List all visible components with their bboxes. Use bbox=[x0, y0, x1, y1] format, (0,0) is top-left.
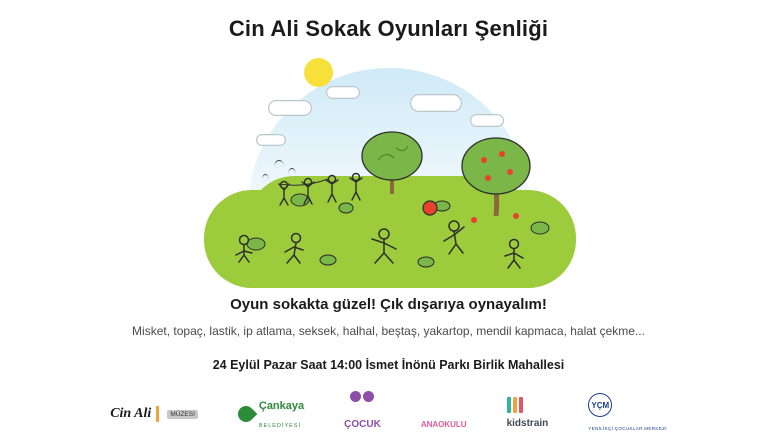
sponsor-mark-block bbox=[588, 393, 667, 435]
sponsor-kidstrain bbox=[507, 396, 549, 432]
sponsor-label: Cin Ali bbox=[110, 406, 152, 421]
sponsor-mark-block bbox=[344, 396, 381, 432]
event-datetime: 24 Eylül Pazar Saat 14:00 İsmet İnönü Parkı Birlik Mahallesi bbox=[212, 358, 565, 372]
kidstrain-bars-icon bbox=[507, 397, 549, 413]
sponsor-cocuk bbox=[344, 396, 381, 432]
games-list: Misket, topaç, lastik, ip atlama, seksek, halhal, beştaş, yakartop, mendil kapmaca, halat çekme... bbox=[132, 324, 645, 338]
children-playing bbox=[236, 221, 523, 268]
sponsor-mark-block bbox=[507, 397, 549, 431]
sponsor-label: kidstrain bbox=[506, 418, 549, 429]
sponsor-sublabel: BELEDİYESİ bbox=[258, 423, 301, 429]
ball-icon bbox=[423, 201, 437, 215]
sponsor-anaokulu bbox=[421, 396, 467, 432]
sponsor-ycm bbox=[588, 396, 667, 432]
sponsor-cin-ali-muzesi bbox=[110, 396, 198, 432]
sponsor-text-block bbox=[259, 396, 304, 432]
leaf-icon bbox=[235, 403, 258, 426]
sponsor-mark-block bbox=[421, 396, 467, 432]
sponsor-label: Çankaya bbox=[258, 400, 305, 412]
sponsor-sublabel: MÜZESİ bbox=[167, 410, 198, 419]
sponsor-label: YÇM bbox=[588, 393, 612, 417]
orange-bar-icon bbox=[156, 406, 159, 422]
sponsor-cankaya-belediyesi bbox=[238, 396, 304, 432]
page-title: Cin Ali Sokak Oyunları Şenliği bbox=[228, 16, 549, 41]
illustration bbox=[196, 48, 582, 288]
scene-drawing bbox=[196, 48, 582, 288]
sponsor-label: ÇOCUK bbox=[344, 419, 381, 430]
apple-tree-icon bbox=[462, 138, 530, 223]
sponsor-row bbox=[0, 392, 777, 436]
sponsor-label: ANAOKULU bbox=[420, 420, 467, 429]
subtitle: Oyun sokakta güzel! Çık dışarıya oynayalım! bbox=[230, 296, 547, 313]
sponsor-sublabel: YENİLİKÇİ ÇOCUKLAR MERKEZİ bbox=[588, 426, 667, 431]
tree-icon bbox=[362, 132, 422, 194]
